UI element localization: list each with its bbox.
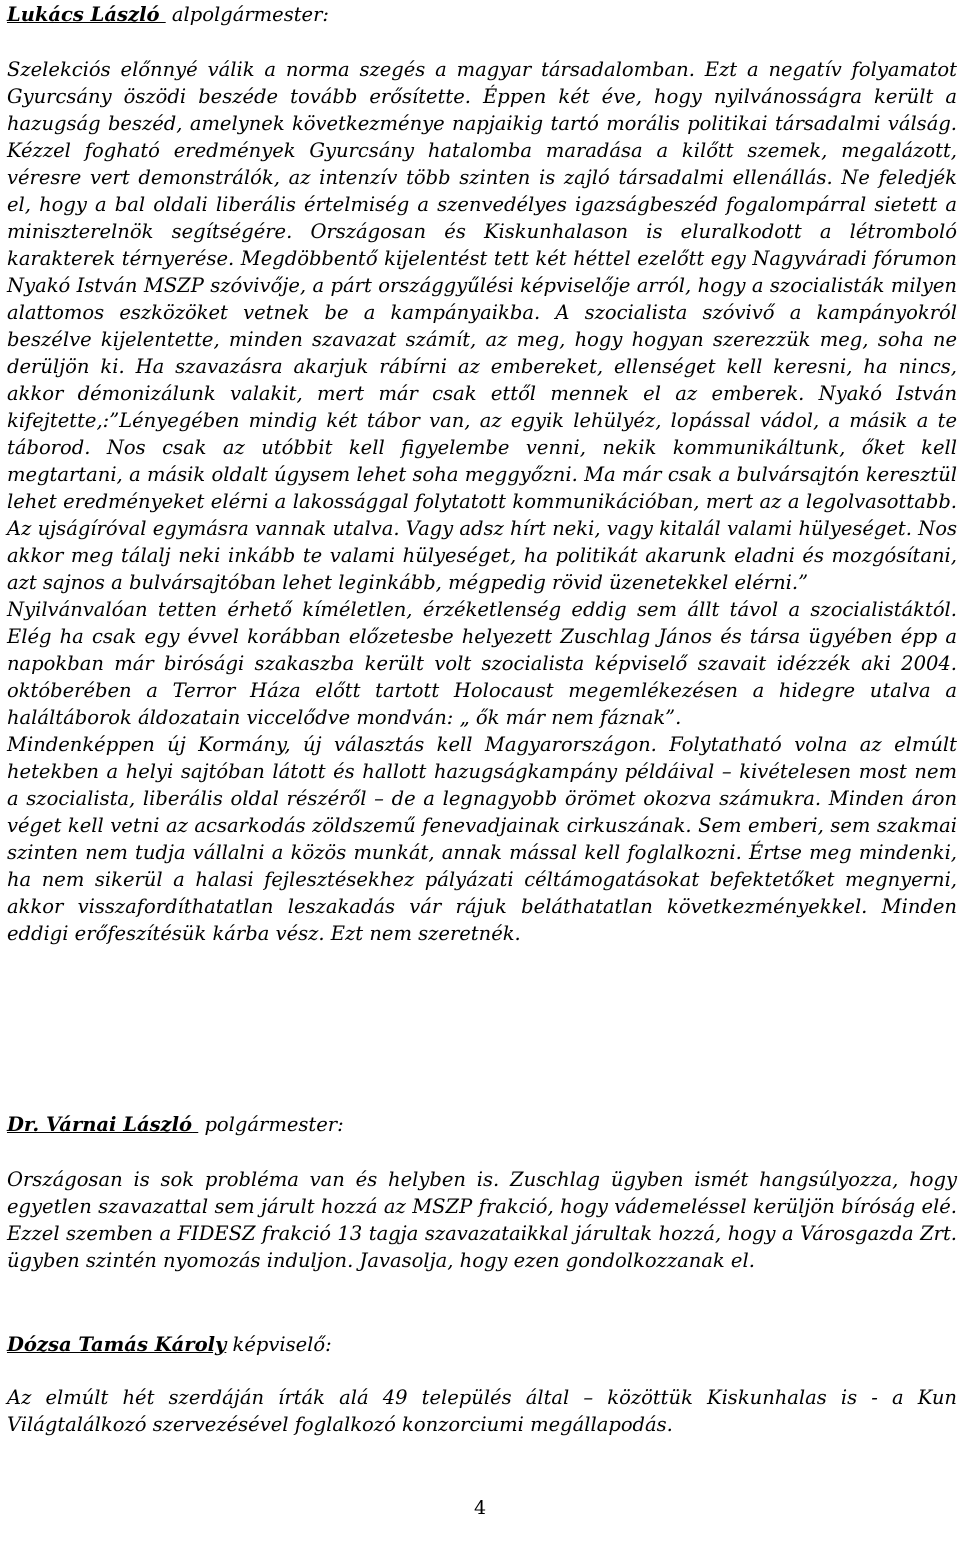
paragraph-text: Szelekciós előnnyé válik a norma szegés a magyar társadalomban. Ezt a negatív folyamatot Gyurcsány öszödi beszéde tovább erősítette. Éppen két éve, hogy nyilvánosságra került a hazugság beszéd, amelynek következménye napjaikig tartó morális politikai társadalmi válság. [7,58,957,135]
paragraph-text: Az elmúlt hét szerdáján írták alá 49 település által – közöttük Kiskunhalas is - a Kun Világtalálkozó szervezésével foglalkozó konzorciumi megállapodás. [7,1386,957,1436]
speaker-heading [7,1331,957,1358]
paragraph-text: Nyilvánvalóan tetten érhető kíméletlen, érzéketlenség eddig sem állt távol a szocialistáktól. Elég ha csak egy évvel korábban előzetesbe helyezett Zuschlag János és társa ügyében épp a napokban már birósági szakaszba került volt szocialista képviselő szavait idézzék aki 2004. októberében a Terror Háza előtt tartott Holocaust megemlékezésen a hidegre utalva a haláltáborok áldozatain viccelődve mondván: „ ők már nem fáznak”. [7,598,957,729]
speaker-heading [7,1111,957,1138]
speaker-role: alpolgármester: [171,3,329,26]
paragraph-text: Országosan is sok probléma van és helyben is. Zuschlag ügyben ismét hangsúlyozza, hogy egyetlen szavazattal sem járult hozzá az MSZP frakció, hogy vádemeléssel kerüljön bíróság elé. Ezzel szemben a FIDESZ frakció 13 tagja szavazataikkal járultak hozzá, hogy a Városgazda Zrt. ügyben szintén nyomozás induljon. Javasolja, hogy ezen gondolkozzanak el. [7,1168,957,1272]
paragraph-text: Kézzel fogható eredmények Gyurcsány hatalomba maradása a kilőtt szemek, megalázott, véresre vert demonstrálók, az intenzív több szinten is zajló társadalmi ellenállás. Ne feledjék el, hogy a bal oldali liberális értelmiség a szenvedélyes igazságbeszéd fogalompárral sietett a miniszterelnök segítségére. Országosan és Kiskunhalason is eluralkodott a létromboló karakterek térnyerése. Megdöbbentő kijelentést tett két héttel ezelőtt egy Nagyváradi fórumon Nyakó István MSZP szóvivője, a párt országgyűlési képviselője arról, hogy a szocialisták milyen alattomos eszközöket vetnek be a kampányaikba. A szocialista szóvivő a kampányokról beszélve kijelentette, minden szavazat számít, az meg, hogy hogyan szerezzük meg, soha ne derüljön ki. Ha szavazásra akarjuk rábírni az embereket, ellenséget kell keresni, ha nincs, akkor démonizálunk valakit, mert már csak ettől mennek el az emberek. Nyakó István kifejtette,:”Lényegében mindig két tábor van, az egyik lehülyéz, lopással vádol, a másik a te táborod. Nos csak az utóbbit kell figyelembe venni, nekik kommunikáltunk, őket kell megtartani, a másik oldalt úgysem lehet soha meggyőzni. Ma már csak a bulvársajtón keresztül lehet eredményeket elérni a lakossággal folytatott kommunikációban, mert az a legolvasottabb. Az ujságíróval egymásra vannak utalva. Vagy adsz hírt neki, vagy kitalál valami hülyeséget. Nos akkor meg tálalj neki inkább te valami hülyeséget, ha politikát akarunk eladni és mozgósítani, azt sajnos a bulvársajtóban lehet leginkább, mégpedig rövid üzenetekkel elérni.” [7,139,957,594]
speaker-body-lukacs [7,56,957,947]
speaker-section-dozsa [7,1331,957,1358]
speaker-role: polgármester: [204,1113,344,1136]
paragraph [7,1166,957,1274]
paragraph [7,596,957,731]
speaker-section-lukacs [7,1,957,28]
speaker-section-varnai [7,1111,957,1138]
speaker-name: Dózsa Tamás Károly [7,1333,227,1356]
paragraph [7,56,957,596]
speaker-heading [7,1,957,28]
paragraph [7,1384,957,1438]
speaker-name: Lukács László [7,3,160,26]
paragraph-text: Mindenképpen új Kormány, új választás kell Magyarországon. Folytatható volna az elmúlt hetekben a helyi sajtóban látott és hallott hazugságkampány példáival – kivételesen most nem a szocialista, liberális oldal részéről – de a legnagyobb örömet okozva számukra. Minden áron véget kell vetni az acsarkodás zöldszemű fenevadjainak cirkuszának. Sem emberi, sem szakmai szinten nem tudja vállalni a közös munkát, annak mással kell foglalkozni. Értse meg mindenki, ha nem sikerül a halasi fejlesztésekhez pályázati céltámogatásokat befektetőket megnyerni, akkor visszafordíthatatlan leszakadás vár rájuk beláthatatlan következményekkel. Minden eddigi erőfeszítésük kárba vész. Ezt nem szeretnék. [7,733,957,945]
speaker-name: Dr. Várnai László [7,1113,193,1136]
speaker-role: képviselő: [232,1333,332,1356]
paragraph [7,731,957,947]
speaker-body-dozsa [7,1384,957,1438]
speaker-body-varnai [7,1166,957,1274]
page-number: 4 [473,1497,487,1519]
